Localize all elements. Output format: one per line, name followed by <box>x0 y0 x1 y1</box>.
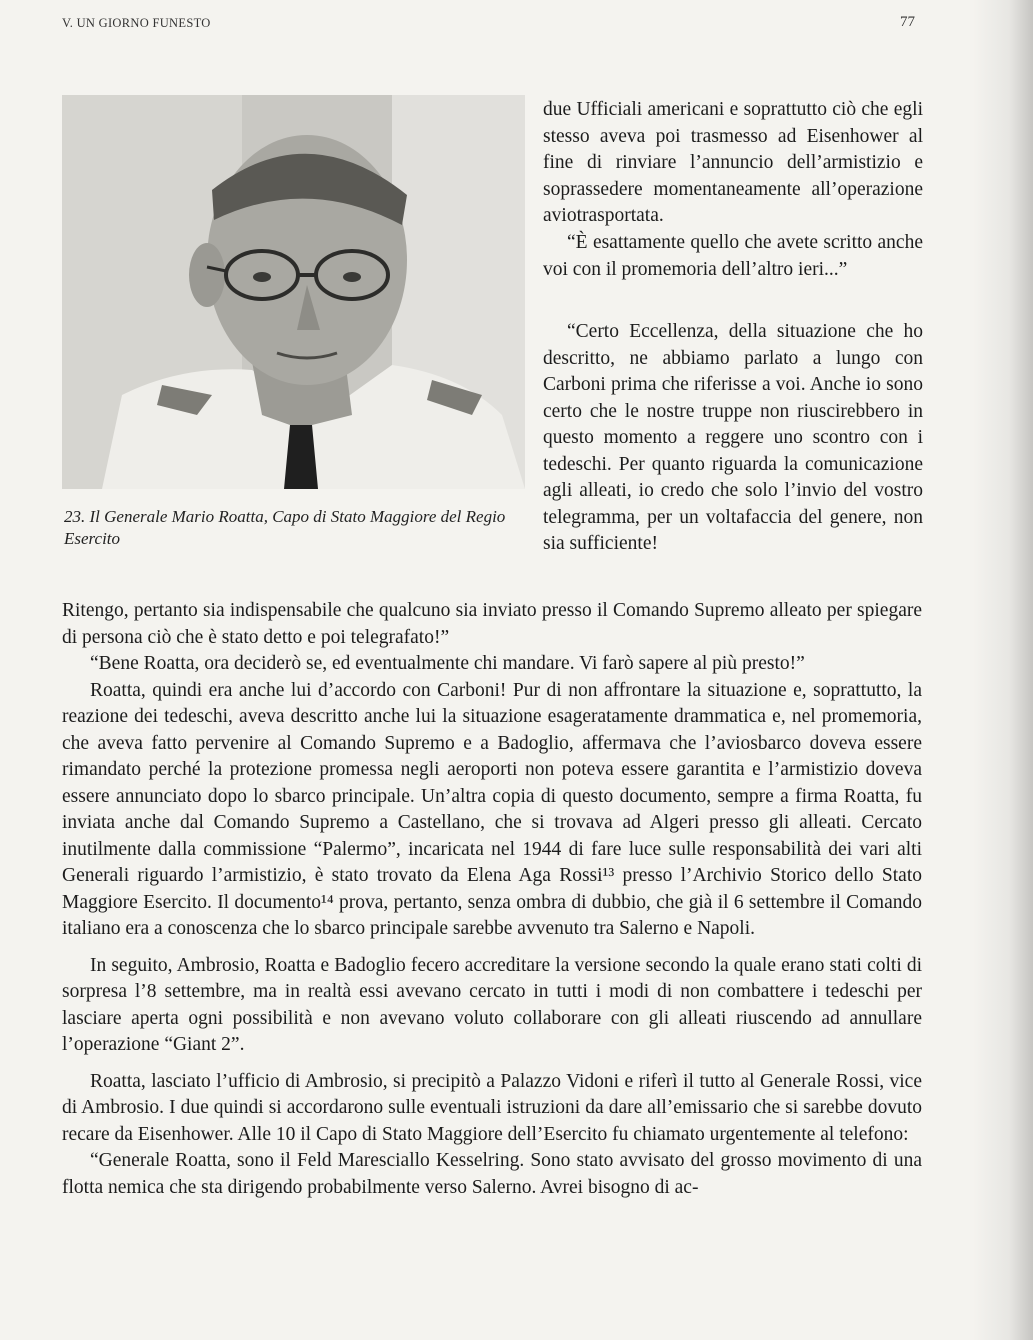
column-paragraph-2: “È esattamente quello che avete scritto anche voi con il promemoria dell’altro ieri...” <box>543 232 923 280</box>
running-title: V. UN GIORNO FUNESTO <box>62 16 211 30</box>
portrait-photo <box>62 95 525 489</box>
body-paragraph-6: “Generale Roatta, sono il Feld Maresciallo Kesselring. Sono stato avvisato del grosso movimento di una flotta nemica che sta dirigendo probabilmente verso Salerno. Avrei bisogno di ac- <box>62 1150 922 1198</box>
page-shadow <box>973 0 1033 1340</box>
body-paragraph-2: “Bene Roatta, ora deciderò se, ed eventualmente chi mandare. Vi farò sapere al più presto!” <box>90 653 805 674</box>
column-paragraph-1: due Ufficiali americani e soprattutto ciò che egli stesso aveva poi trasmesso ad Eisenhower al fine di rinviare l’annuncio dell’armistizio e soprassedere momentaneamente all’operazione aviotrasportata. <box>543 99 923 226</box>
figure-caption: 23. Il Generale Mario Roatta, Capo di Stato Maggiore del Regio Esercito <box>64 507 506 548</box>
body-paragraph-4: In seguito, Ambrosio, Roatta e Badoglio fecero accreditare la versione secondo la quale erano stati colti di sorpresa l’8 settembre, ma in realtà essi avevano cercato in tutti i modi di non combattere i tedeschi per lasciare aperta ogni possibilità e non avevano voluto collaborare con gli alleati riuscendo ad annullare l’operazione “Giant 2”. <box>62 954 922 1055</box>
body-paragraph-1: Ritengo, pertanto sia indispensabile che qualcuno sia inviato presso il Comando Supremo alleato per spiegare di persona ciò che è stato detto e poi telegrafato!” <box>62 600 922 648</box>
body-paragraph-3: Roatta, quindi era anche lui d’accordo con Carboni! Pur di non affrontare la situazione e, soprattutto, la reazione dei tedeschi, aveva descritto anche lui la situazione esageratamente drammatica e, nel promemoria, che aveva fatto pervenire al Comando Supremo e a Badoglio, affermava che l’aviosbarco doveva essere rimandato perché la protezione promessa negli aeroporti non poteva essere garantita e l’armistizio doveva essere annunciato dopo lo sbarco principale. Un’altra copia di questo documento, sempre a firma Roatta, fu inviata anche dal Comando Supremo a Castellano, che si trovava ad Algeri presso gli alleati. Cercato inutilmente dalla commissione “Palermo”, incaricata nel 1944 di fare luce sulle responsabilità dei vari alti Generali riguardo l’armistizio, è stato trovato da Elena Aga Rossi¹³ presso l’Archivio Storico dello Stato Maggiore Esercito. Il documento¹⁴ prova, pertanto, senza ombra di dubbio, che già il 6 settembre il Comando italiano era a conoscenza che lo sbarco principale sarebbe avvenuto tra Salerno e Napoli. <box>62 679 922 939</box>
page-number: 77 <box>900 14 915 30</box>
body-text <box>62 598 922 1201</box>
body-paragraph-5: Roatta, lasciato l’ufficio di Ambrosio, si precipitò a Palazzo Vidoni e riferì il tutto al Generale Rossi, vice di Ambrosio. I due quindi si accordarono sulle eventuali istruzioni da dare all’emissario che si sarebbe dovuto recare da Eisenhower. Alle 10 il Capo di Stato Maggiore dell’Esercito fu chiamato urgentemente al telefono: <box>62 1070 922 1145</box>
portrait-illustration <box>62 95 525 489</box>
column-paragraph-3: “Certo Eccellenza, della situazione che ho descritto, ne abbiamo parlato a lungo con Carboni prima che riferisse a voi. Anche io sono certo che le nostre truppe non riuscirebbero in questo momento a reggere uno scontro con i tedeschi. Per quanto riguarda la comunicazione agli alleati, io credo che solo l’invio del vostro telegramma, per un voltafaccia del genere, non sia sufficiente! <box>543 321 923 554</box>
